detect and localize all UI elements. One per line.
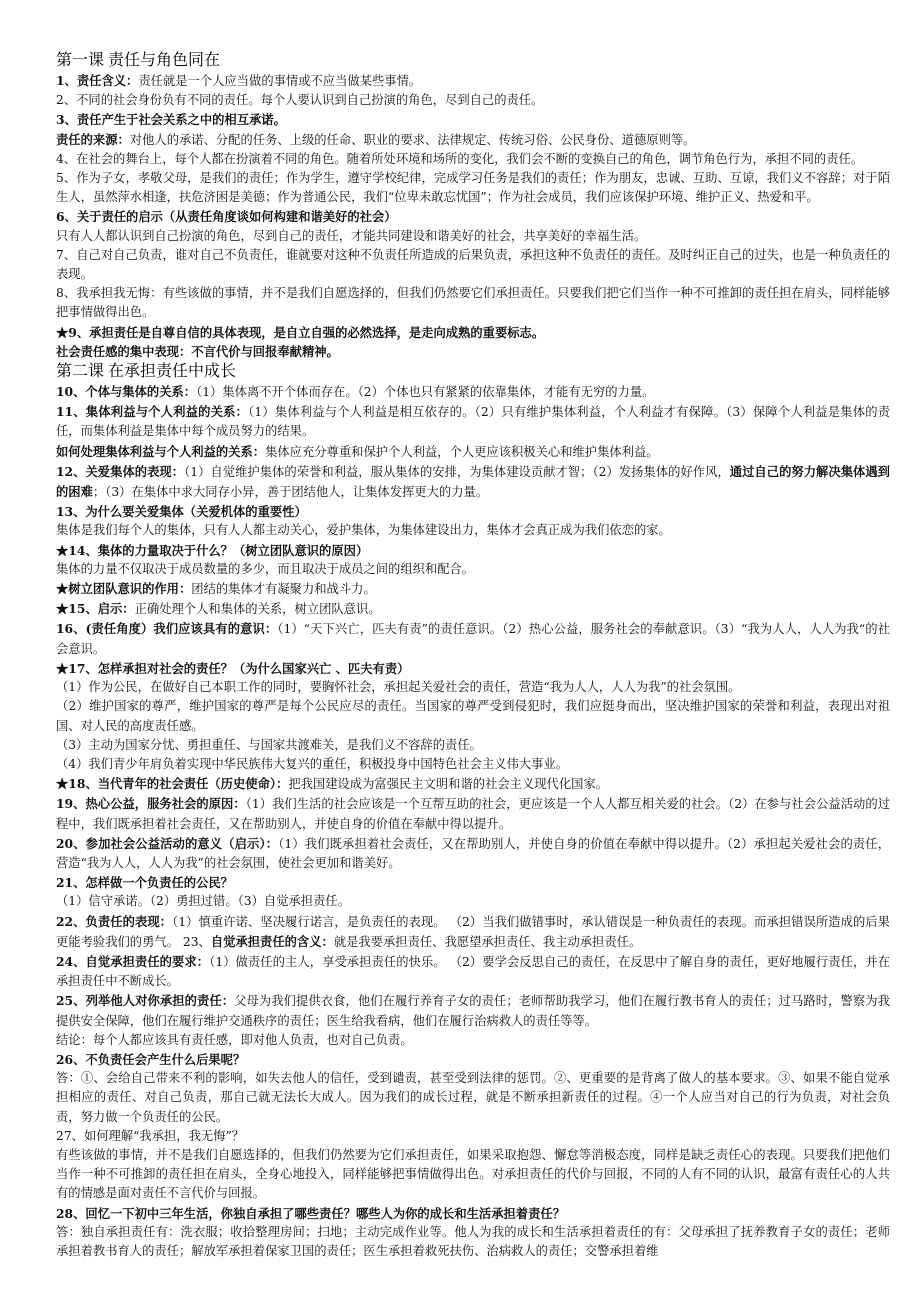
item-21-title: 21、怎样做一个负责任的公民？ <box>56 875 233 891</box>
item-14-title: ★14、集体的力量取决于什么？（树立团队意识的原因） <box>56 542 369 558</box>
item-1-label: 1、责任含义： <box>56 73 139 88</box>
item-26-title: 26、不负责任会产生什么后果呢？ <box>56 1051 246 1067</box>
item-27-title: 27、如何理解“我承担，我无悔”？ <box>56 1128 245 1143</box>
item-15 <box>56 599 890 619</box>
item-17-2: （2）维护国家的尊严，维护国家的尊严是每个公民应尽的责任。当国家的尊严受到侵犯时，我们应挺身而出，坚决维护国家的荣誉和利益，表现出对祖国、对人民的高度责任感。 <box>56 699 890 733</box>
lesson-1-title: 第一课 责任与角色同在 <box>56 52 221 69</box>
item-11-handling <box>56 442 890 462</box>
item-16-label: 16、(责任角度）我们应该具有的意识： <box>56 621 278 637</box>
item-10-text: （1）集体离不开个体而存在。（2）个体也只有紧紧的依靠集体，才能有无穷的力量。 <box>196 385 655 400</box>
item-24-text: （1）做责任的主人，享受承担责任的快乐。 （2）要学会反思自己的责任，在反思中了解自身的责任，更好地履行责任，并在承担责任中不断成长。 <box>56 954 890 989</box>
item-19 <box>56 794 890 833</box>
item-11-text: （1）集体利益与个人利益是相互依存的。（2）只有维护集体利益，个人利益才有保障。（3）保障个人利益是集体的责任，而集体利益是集体中每个成员努力的结果。 <box>56 405 890 439</box>
item-16 <box>56 619 890 658</box>
item-28-title: 28、回忆一下初中三年生活，你独自承担了哪些责任？哪些人为你的成长和生活承担着责任？ <box>56 1205 565 1221</box>
item-12-text-1: （1）自觉维护集体的荣誉和利益，服从集体的安排，为集体建设贡献才智；（2）发扬集体的好作风， <box>184 464 730 479</box>
item-15-text: 正确处理个人和集体的关系，树立团队意识。 <box>134 602 381 617</box>
item-14-team-label: ★树立团队意识的作用： <box>56 581 192 597</box>
item-10-label: 10、个体与集体的关系： <box>56 384 197 400</box>
item-8: 8、我承担我无悔：有些该做的事情，并不是我们自愿选择的，但我们仍然要它们承担责任。只要我们把它们当作一种不可推卸的责任担在肩头，同样能够把事情做得出色。 <box>56 286 890 320</box>
item-12-text-2: ；（3）在集体中求大同存小异，善于团结他人，让集体发挥更大的力量。 <box>92 485 489 500</box>
item-24-label: 24、自觉承担责任的要求： <box>56 953 210 969</box>
item-25-label: 25、列举他人对你承担的责任： <box>56 993 235 1009</box>
item-18-text: 把我国建设成为富强民主文明和谐的社会主义现代化国家。 <box>288 777 609 792</box>
item-14-text: 集体的力量不仅取决于成员数量的多少，而且取决于成员之间的组织和配合。 <box>56 561 475 576</box>
item-3-source <box>56 130 890 150</box>
item-11-handling-label: 如何处理集体利益与个人利益的关系： <box>56 443 266 459</box>
item-9-social: 社会责任感的集中表现：不言代价与回报奉献精神。 <box>56 343 339 359</box>
item-23-label: 自觉承担责任的含义： <box>210 933 334 949</box>
item-22-text: （1）慎重许诺、坚决履行诺言，是负责任的表现。 （2）当我们做错事时，承认错误是一种负责任的表现。而承担错误所造成的后果更能考验我们的勇气。 23、 <box>56 914 890 949</box>
item-9: ★9、承担责任是自尊自信的具体表现，是自立自强的必然选择，是走向成熟的重要标志。 <box>56 324 545 340</box>
item-3: 3、责任产生于社会关系之中的相互承诺。 <box>56 112 286 128</box>
item-1 <box>56 71 890 91</box>
item-22-23 <box>56 912 890 952</box>
item-1-text: 责任就是一个人应当做的事情或不应当做某些事情。 <box>138 74 422 88</box>
item-20-text: （1）我们既承担着社会责任，又在帮助别人，并使自身的价值在奉献中得以提升。（2）承担起关爱社会的责任，营造“我为人人，人人为我”的社会氛围，使社会更加和谐美好。 <box>56 836 890 870</box>
item-19-label: 19、热心公益，服务社会的原因： <box>56 796 246 812</box>
item-18-label: ★18、当代青年的社会责任（历史使命）： <box>56 776 289 792</box>
item-6-text: 只有人人都认识到自己扮演的角色，尽到自己的责任，才能共同建设和谐美好的社会，共享美好的幸福生活。 <box>56 228 647 243</box>
item-16-text: （1）“天下兴亡，匹夫有责”的责任意识。（2）热心公益，服务社会的奉献意识。（3）“我为人人，人人为我“的社会意识。 <box>56 622 890 656</box>
item-3-source-label: 责任的来源： <box>56 131 130 147</box>
item-10 <box>56 382 890 402</box>
item-25-text: 父母为我们提供衣食，他们在履行养育子女的责任；老师帮助我学习，他们在履行教书育人的责任；过马路时，警察为我提供安全保障，他们在履行维护交通秩序的责任；医生给我看病，他们在履行治病救人的责任等等。 <box>56 994 890 1028</box>
item-17-3: （3）主动为国家分忧、勇担重任、与国家共渡难关，是我们义不容辞的责任。 <box>56 737 482 752</box>
item-22-label: 22、负责任的表现： <box>56 913 173 929</box>
item-14-team-text: 团结的集体才有凝聚力和战斗力。 <box>191 582 376 597</box>
item-5: 5、作为子女，孝敬父母，是我们的责任；作为学生，遵守学校纪律，完成学习任务是我们的责任；作为朋友，忠诚、互助、互谅，我们义不容辞；对于陌生人，虽然萍水相逢，扶危济困是美德；作为普通公民，我们“位卑未敢忘忧国”；作为社会成员，我们应该保护环境、维护正义、热爱和平。 <box>56 171 890 205</box>
item-25-conclusion: 结论：每个人都应该具有责任感，即对他人负责，也对自己负责。 <box>56 1032 413 1047</box>
item-25 <box>56 991 890 1030</box>
item-17-4: （4）我们青少年肩负着实现中华民族伟大复兴的重任，积极投身中国特色社会主义伟大事业。 <box>56 756 568 771</box>
item-12-label: 12、关爱集体的表现： <box>56 463 185 479</box>
item-14-team <box>56 579 890 599</box>
item-27-text: 有些该做的事情，并不是我们自愿选择的，但我们仍然要为它们承担责任，如果采取抱怨、懈怠等消极态度，同样是缺乏责任心的表现。只要我们把他们当作一种不可推卸的责任担在肩头，全身心地投入，同样能够把事情做得出色。对承担责任的代价与回报，不同的人有不同的认识，最富有责任心的人共有的情感是面对责任不言代价与回报。 <box>56 1147 890 1201</box>
item-28-text: 答：独自承担责任有：洗衣服；收拾整理房间；扫地；主动完成作业等。他人为我的成长和生活承担着责任的有：父母承担了抚养教育子女的责任；老师承担着教书育人的责任；解放军承担着保家卫国的责任；医生承担着救死扶伤、治病救人的责任；交警承担着维 <box>56 1224 890 1258</box>
item-7: 7、自己对自己负责，谁对自己不负责任，谁就要对这种不负责任所造成的后果负责，承担这种不负责任的责任。及时纠正自己的过失，也是一种负责任的表现。 <box>56 247 890 282</box>
item-3-source-text: 对他人的承诺、分配的任务、上级的任命、职业的要求、法律规定、传统习俗、公民身份、道德原则等。 <box>129 132 696 147</box>
item-13-text: 集体是我们每个人的集体，只有人人都主动关心，爱护集体，为集体建设出力，集体才会真正成为我们依恋的家。 <box>56 523 671 538</box>
item-26-text: 答：①、会给自己带来不利的影响，如失去他人的信任，受到谴责，甚至受到法律的惩罚。②、更重要的是背离了做人的基本要求。③、如果不能自觉承担相应的责任、对自己负责，那自己就无法长大成人。因为我们的成长过程，就是不断承担新责任的过程。④一个人应当对自己的行为负责，对社会负责，努力做一个负责任的公民。 <box>56 1071 890 1124</box>
item-15-label: ★15、启示： <box>56 601 135 617</box>
item-12 <box>56 462 890 502</box>
lesson-2-title: 第二课 在承担责任中成长 <box>56 363 237 381</box>
item-2: 2、不同的社会身份负有不同的责任。每个人要认识到自己扮演的角色，尽到自己的责任。 <box>56 93 544 108</box>
item-6-title: 6、关于责任的启示（从责任角度谈如何构建和谐美好的社会） <box>56 209 397 225</box>
item-18 <box>56 774 890 794</box>
item-24 <box>56 952 890 991</box>
item-12-bold: 通过自己的努力解决集体遇到的困难 <box>56 463 890 500</box>
item-11-label: 11、集体利益与个人利益的关系： <box>56 404 249 420</box>
item-4: 4、在社会的舞台上，每个人都在扮演着不同的角色。随着所处环境和场所的变化，我们会不断的变换自己的角色，调节角色行为，承担不同的责任。 <box>56 151 864 166</box>
item-20-label: 20、参加社会公益活动的意义（启示）： <box>56 835 279 851</box>
item-20 <box>56 834 890 873</box>
item-13-title: 13、为什么要关爱集体（关爱机体的重要性） <box>56 504 307 520</box>
item-23-text: 就是我要承担责任、我愿望承担责任、我主动承担责任。 <box>333 934 642 949</box>
item-21-text: （1）信守承诺。（2）勇担过错。（3）自觉承担责任。 <box>56 894 351 909</box>
item-11 <box>56 402 890 441</box>
item-17-title: ★17、怎样承担对社会的责任？（为什么国家兴亡 、匹夫有责） <box>56 660 410 676</box>
item-19-text: （1）我们生活的社会应该是一个互帮互助的社会，更应该是一个人人都互相关爱的社会。（2）在参与社会公益活动的过程中，我们既承担着社会责任，又在帮助别人，并使自身的价值在奉献中得以提升。 <box>56 797 890 831</box>
item-17-1: （1）作为公民，在做好自己本职工作的同时，要胸怀社会，承担起关爱社会的责任，营造“我为人人，人人为我”的社会氛围。 <box>56 680 741 695</box>
item-11-handling-text: 集体应充分尊重和保护个人利益，个人更应该积极关心和维护集体利益。 <box>265 444 659 459</box>
